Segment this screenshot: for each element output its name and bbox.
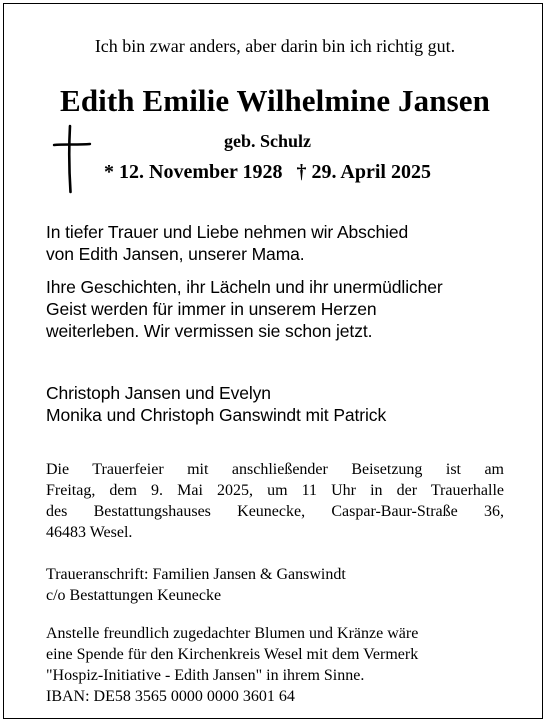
donation-info [46,623,504,707]
birth-name: geb. Schulz [224,131,312,151]
ceremony-line: Die Trauerfeier mit anschließender Beisetzung ist am [46,461,504,478]
ceremony-line: 46483 Wesel. [46,524,133,541]
ceremony-line: des Bestattungshauses Keunecke, Caspar-Baur-Straße 36, [46,503,504,520]
life-dates [104,161,431,184]
address-line: c/o Bestattungen Keunecke [46,587,222,604]
death-date: † 29. April 2025 [296,161,431,183]
farewell-text [46,221,506,265]
farewell-line: von Edith Jansen, unserer Mama. [46,244,305,264]
farewell-line: In tiefer Trauer und Liebe nehmen wir Abschied [46,222,409,242]
tribute-line: weiterleben. Wir vermissen sie schon jetzt. [46,321,373,341]
ceremony-info [46,459,504,543]
deceased-name: Edith Emilie Wilhelmine Jansen [60,83,490,118]
tribute-line: Geist werden für immer in unserem Herzen [46,299,377,319]
mourner-entry: Monika und Christoph Ganswindt mit Patrick [46,405,387,425]
donation-line: eine Spende für den Kirchenkreis Wesel mit dem Vermerk [46,646,419,663]
iban-line: IBAN: DE58 3565 0000 0000 3601 64 [46,688,295,705]
mourning-address [46,564,504,606]
mourners-list [46,382,506,426]
birth-date: * 12. November 1928 [104,161,283,183]
donation-line: "Hospiz-Initiative - Edith Jansen" in ihrem Sinne. [46,667,365,684]
cross-icon [52,124,92,194]
tribute-line: Ihre Geschichten, ihr Lächeln und ihr unermüdlicher [46,277,443,297]
motto: Ich bin zwar anders, aber darin bin ich richtig gut. [94,36,456,56]
donation-line: Anstelle freundlich zugedachter Blumen und Kränze wäre [46,625,419,642]
address-line: Traueranschrift: Familien Jansen & Ganswindt [46,566,346,583]
ceremony-line: Freitag, dem 9. Mai 2025, um 11 Uhr in der Trauerhalle [46,482,504,499]
mourner-entry: Christoph Jansen und Evelyn [46,383,271,403]
tribute-text [46,276,506,342]
